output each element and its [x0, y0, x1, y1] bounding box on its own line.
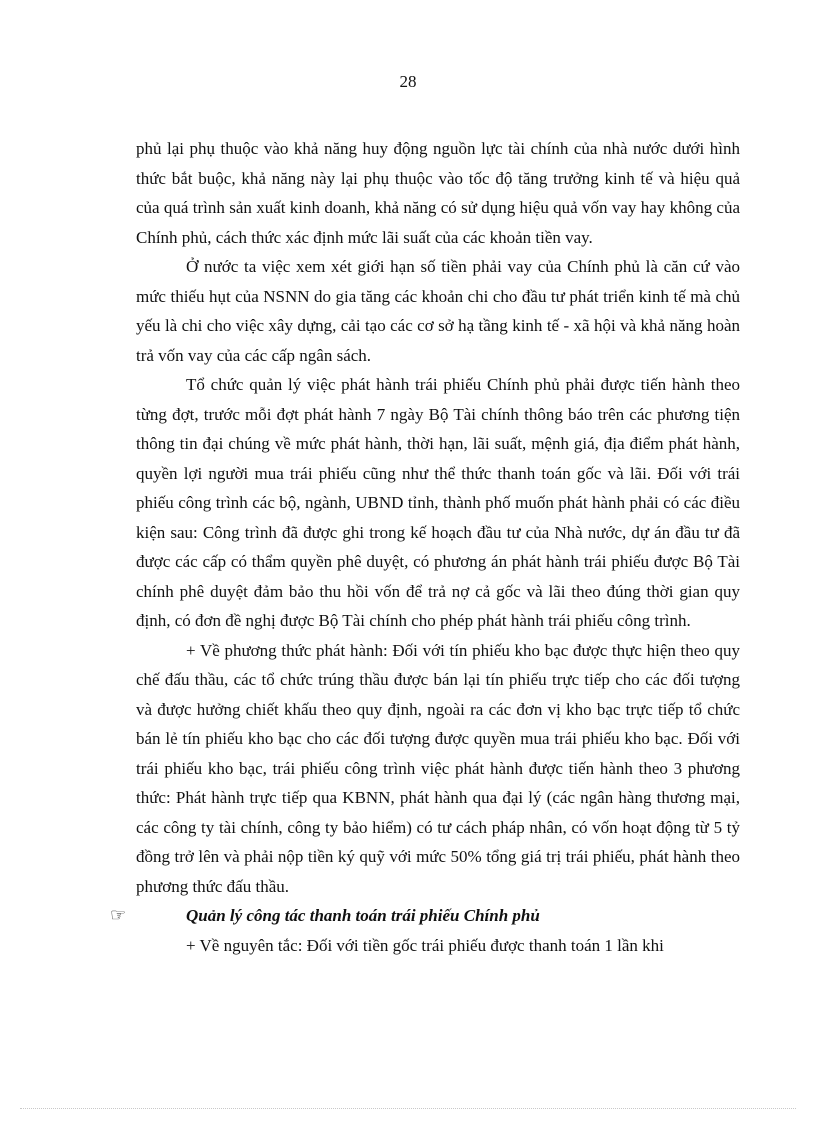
paragraph-4: + Về phương thức phát hành: Đối với tín phiếu kho bạc được thực hiện theo quy chế đấu thầu, các tổ chức trúng thầu được bán lại tín phiếu trực tiếp cho các đối tượng và được hưởng chiết khấu theo quy định, ngoài ra các đơn vị kho bạc trực tiếp tổ chức bán lẻ tín phiếu kho bạc cho các đối tượng được quyền mua trái phiếu kho bạc. Đối với trái phiếu kho bạc, trái phiếu công trình việc phát hành được tiến hành theo 3 phương thức: Phát hành trực tiếp qua KBNN, phát hành qua đại lý (các ngân hàng thương mại, các công ty tài chính, công ty bảo hiểm) có tư cách pháp nhân, có vốn hoạt động từ 5 tỷ đồng trở lên và phải nộp tiền ký quỹ với mức 50% tổng giá trị trái phiếu, phát hành theo phương thức đấu thầu. [136, 640, 740, 896]
paragraph-5: + Về nguyên tắc: Đối với tiền gốc trái phiếu được thanh toán 1 lần khi [186, 935, 664, 955]
section-heading [110, 901, 740, 931]
paragraph-3: Tổ chức quản lý việc phát hành trái phiếu Chính phủ phải được tiến hành theo từng đợt, trước mỗi đợt phát hành 7 ngày Bộ Tài chính thông báo trên các phương tiện thông tin đại chúng về mức phát hành, thời hạn, lãi suất, mệnh giá, địa điểm phát hành, quyền lợi người mua trái phiếu cũng như thể thức thanh toán gốc và lãi. Đối với trái phiếu công trình các bộ, ngành, UBND tỉnh, thành phố muốn phát hành phải có các điều kiện sau: Công trình đã được ghi trong kế hoạch đầu tư của Nhà nước, dự án đầu tư đã được các cấp có thẩm quyền phê duyệt, có phương án phát hành trái phiếu được Bộ Tài chính phê duyệt đảm bảo thu hồi vốn để trả nợ cả gốc và lãi theo đúng thời gian quy định, có đơn đề nghị được Bộ Tài chính cho phép phát hành trái phiếu công trình. [136, 375, 740, 630]
paragraph-1: phủ lại phụ thuộc vào khả năng huy động nguồn lực tài chính của nhà nước dưới hình thức bắt buộc, khả năng này lại phụ thuộc vào tốc độ tăng trưởng kinh tế và hiệu quả của quá trình sản xuất kinh doanh, khả năng có sử dụng hiệu quả vốn vay hay không của Chính phủ, cách thức xác định mức lãi suất của các khoản tiền vay. [136, 139, 740, 247]
pointing-hand-icon: ☞ [110, 905, 127, 925]
paragraph-2: Ở nước ta việc xem xét giới hạn số tiền phải vay của Chính phủ là căn cứ vào mức thiếu hụt của NSNN do gia tăng các khoản chi cho đầu tư phát triển kinh tế mà chủ yếu là chi cho việc xây dựng, cải tạo các cơ sở hạ tầng kinh tế - xã hội và khả năng hoàn trả vốn vay của các cấp ngân sách. [136, 257, 740, 365]
document-body [110, 134, 740, 960]
page-bottom-divider [20, 1108, 796, 1109]
section-heading-text: Quản lý công tác thanh toán trái phiếu Chính phủ [186, 906, 540, 925]
page-number: 28 [399, 72, 417, 91]
